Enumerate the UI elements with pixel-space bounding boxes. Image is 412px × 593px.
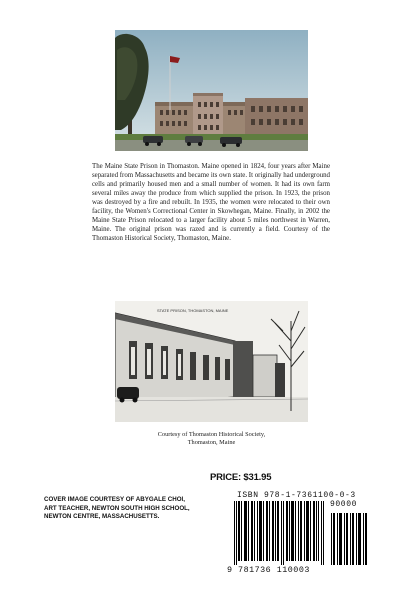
prison-photo-color <box>115 30 308 151</box>
isbn-barcode <box>227 491 369 579</box>
description-text: The Maine State Prison in Thomaston. Maine opened in 1824, four years after Maine separated from Massachusetts and became its own state. It originally had underground cells and primarily housed men and a small number of women. It had its own farm several miles away the produce from which supplied the prison. In 1923, the prison was destroyed by a fire and rebuilt. In 1935, the women were relocated to their own facility, the Women's Correctional Center in Skowhegan, Maine. Finally, in 2002 the Maine State Prison relocated to a larger facility about 5 miles northwest in Warren, Maine. The original prison was razed and is currently a field. Courtesy of the Thomaston Historical Society, Thomaston, Maine. <box>92 163 330 242</box>
caption-line-1: Courtesy of Thomaston Historical Society, <box>157 431 266 438</box>
barcode-ean-digits: 9 781736 110003 <box>227 565 310 575</box>
caption-line-2: Thomaston, Maine <box>187 439 236 447</box>
prison-postcard-photo <box>115 301 308 422</box>
price-label: PRICE: $31.95 <box>210 472 272 483</box>
cover-credit <box>44 496 216 522</box>
barcode-addon-digits: 90000 <box>330 500 358 509</box>
isbn-number: ISBN 978-1-7361100-0-3 <box>237 491 356 500</box>
cover-credit-line-2: ART TEACHER, NEWTON SOUTH HIGH SCHOOL, <box>44 504 190 512</box>
postcard-inscription: STATE PRISON, THOMASTON, MAINE <box>157 308 229 313</box>
cover-credit-line-1: COVER IMAGE COURTESY OF ABYGALE CHOI, <box>44 496 185 503</box>
cover-credit-line-3: NEWTON CENTRE, MASSACHUSETTS. <box>44 513 160 521</box>
photo-caption <box>115 431 308 447</box>
barcode-bars <box>227 501 369 565</box>
